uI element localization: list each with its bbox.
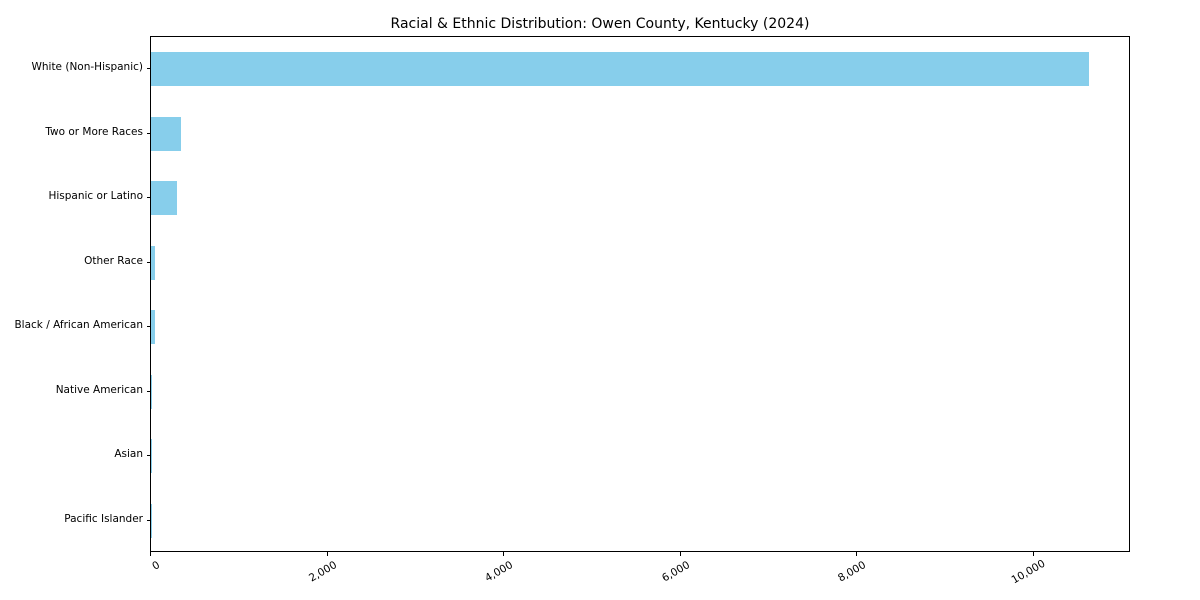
- y-tick-mark: [147, 326, 151, 327]
- y-tick-mark: [147, 68, 151, 69]
- bar: [151, 310, 155, 344]
- bar: [151, 439, 152, 473]
- bar-row: [151, 439, 1129, 473]
- x-tick-mark: [856, 552, 857, 556]
- y-tick-label: Other Race: [84, 254, 143, 267]
- plot-area: [150, 36, 1130, 552]
- x-tick-label: 10,000: [1009, 557, 1048, 587]
- bar-row: [151, 52, 1129, 86]
- bar-row: [151, 375, 1129, 409]
- y-tick-mark: [147, 197, 151, 198]
- x-tick-label: 4,000: [483, 559, 516, 585]
- x-tick-mark: [503, 552, 504, 556]
- x-tick-mark: [1033, 552, 1034, 556]
- bar: [151, 117, 181, 151]
- y-tick-mark: [147, 391, 151, 392]
- y-tick-label: Black / African American: [14, 319, 143, 332]
- x-tick-mark: [150, 552, 151, 556]
- bar: [151, 375, 152, 409]
- y-tick-mark: [147, 262, 151, 263]
- bars-layer: [151, 37, 1129, 551]
- y-tick-mark: [147, 455, 151, 456]
- x-tick-mark: [680, 552, 681, 556]
- bar-row: [151, 246, 1129, 280]
- bar: [151, 52, 1089, 86]
- y-tick-label: Asian: [114, 448, 143, 461]
- y-tick-mark: [147, 133, 151, 134]
- x-tick-label: 0: [150, 559, 162, 573]
- bar: [151, 181, 177, 215]
- y-tick-label: Hispanic or Latino: [48, 190, 143, 203]
- bar-row: [151, 310, 1129, 344]
- chart-title: Racial & Ethnic Distribution: Owen County, Kentucky (2024): [390, 16, 810, 32]
- bar: [151, 246, 155, 280]
- bar-row: [151, 117, 1129, 151]
- y-tick-label: Two or More Races: [45, 125, 143, 138]
- y-tick-label: Pacific Islander: [64, 512, 143, 525]
- bar: [151, 504, 152, 538]
- bar-row: [151, 181, 1129, 215]
- y-tick-label: White (Non-Hispanic): [31, 61, 143, 74]
- x-tick-label: 6,000: [659, 559, 692, 585]
- bar-row: [151, 504, 1129, 538]
- x-tick-label: 2,000: [306, 559, 339, 585]
- y-tick-mark: [147, 520, 151, 521]
- y-tick-label: Native American: [55, 383, 143, 396]
- x-tick-label: 8,000: [836, 559, 869, 585]
- x-tick-mark: [327, 552, 328, 556]
